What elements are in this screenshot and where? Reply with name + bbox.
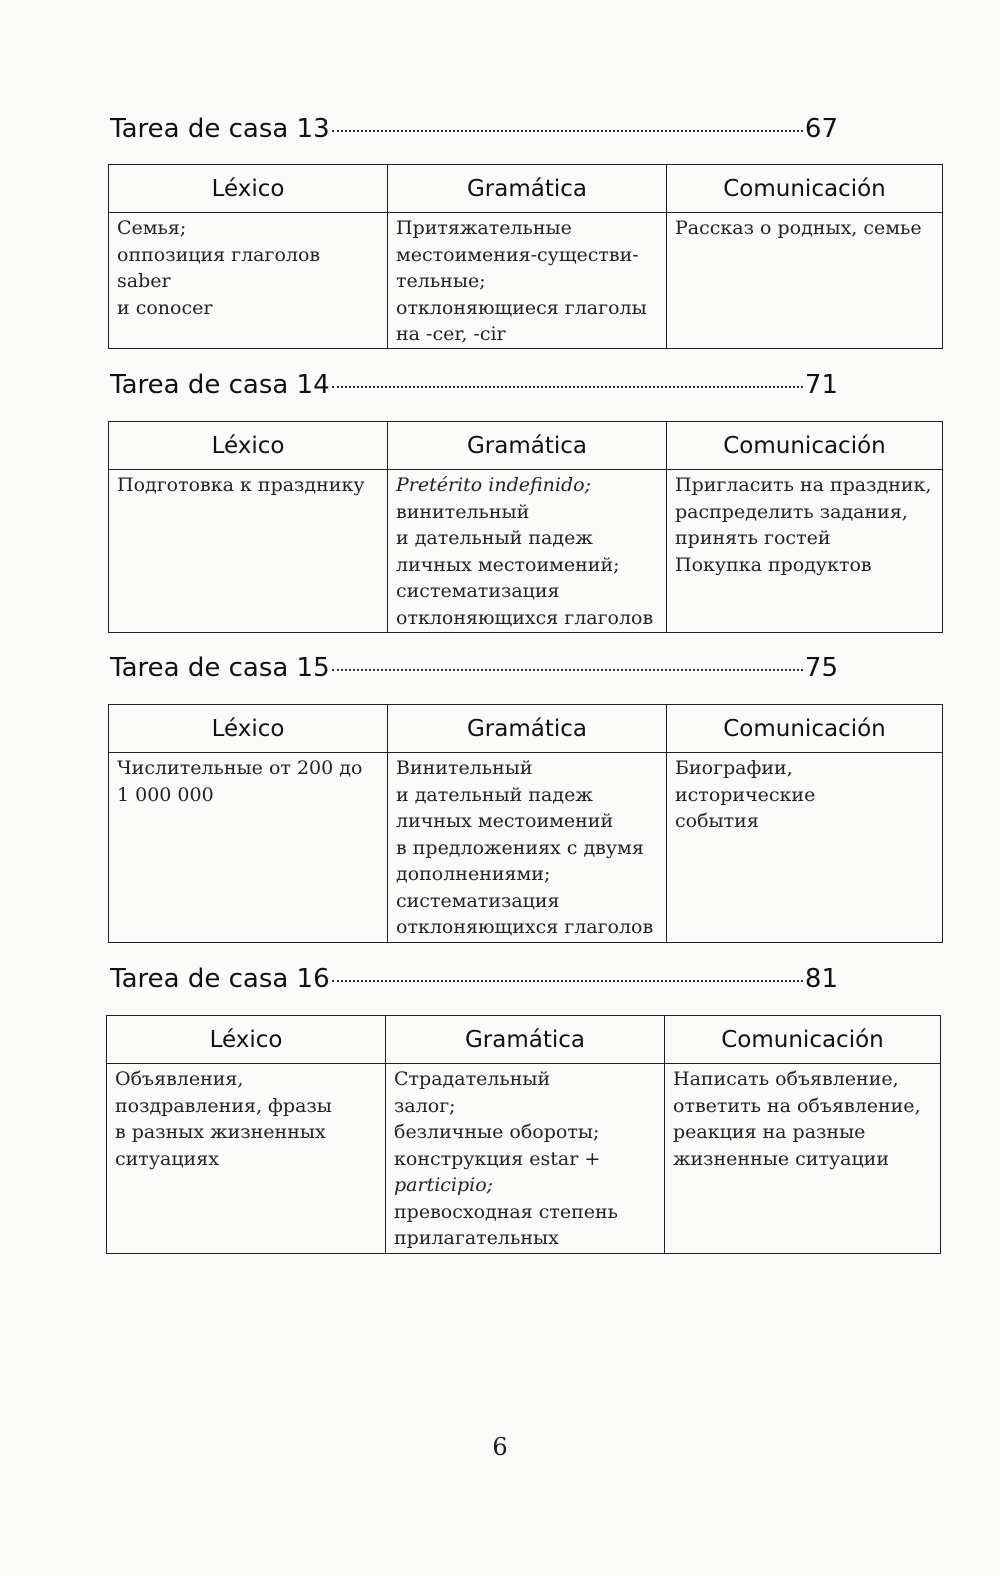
header-lexico: Léxico <box>109 422 388 470</box>
header-lexico: Léxico <box>109 165 388 213</box>
header-comunicacion: Comunicación <box>667 422 943 470</box>
header-lexico: Léxico <box>107 1016 386 1064</box>
section-title: Tarea de casa 16 <box>110 964 330 994</box>
cell-lexico: Объявления, поздравления, фразы в разных жизненных ситуациях <box>107 1064 386 1254</box>
page-number: 6 <box>492 1433 508 1461</box>
section-page: 75 <box>804 653 838 683</box>
dot-leader <box>332 669 803 671</box>
section-heading <box>110 114 838 144</box>
cell-gramatica: Страдательный залог; безличные обороты; конструкция estar + participio; превосходная степень прилагательных <box>386 1064 665 1254</box>
cell-lexico: Семья; оппозиция глаголов saber и conocer <box>109 213 388 349</box>
section-page: 81 <box>804 964 838 994</box>
cell-gramatica: Притяжательные местоимения-существи- тельные; отклоняющиеся глаголы на -cer, -cir <box>388 213 667 349</box>
header-lexico: Léxico <box>109 705 388 753</box>
section-title: Tarea de casa 15 <box>110 653 330 683</box>
cell-lexico: Подготовка к празднику <box>109 470 388 633</box>
cell-lexico: Числительные от 200 до 1 000 000 <box>109 753 388 943</box>
dot-leader <box>332 386 803 388</box>
header-comunicacion: Comunicación <box>667 165 943 213</box>
section-heading <box>110 370 838 400</box>
section-table <box>108 164 943 349</box>
header-gramatica: Gramática <box>388 705 667 753</box>
section-table <box>108 704 943 943</box>
cell-comunicacion: Рассказ о родных, семье <box>667 213 943 349</box>
header-gramatica: Gramática <box>388 165 667 213</box>
cell-gramatica: Pretérito indefinido; винительный и дательный падеж личных местоимений; систематизация отклоняющихся глаголов <box>388 470 667 633</box>
section-title: Tarea de casa 14 <box>110 370 330 400</box>
section-table <box>108 421 943 633</box>
header-comunicacion: Comunicación <box>667 705 943 753</box>
section-heading <box>110 653 838 683</box>
cell-comunicacion: Написать объявление, ответить на объявление, реакция на разные жизненные ситуации <box>665 1064 941 1254</box>
section-table <box>106 1015 941 1254</box>
header-gramatica: Gramática <box>388 422 667 470</box>
cell-comunicacion: Биографии, исторические события <box>667 753 943 943</box>
header-gramatica: Gramática <box>386 1016 665 1064</box>
header-comunicacion: Comunicación <box>665 1016 941 1064</box>
section-title: Tarea de casa 13 <box>110 114 330 144</box>
section-heading <box>110 964 838 994</box>
cell-gramatica: Винительный и дательный падеж личных местоимений в предложениях с двумя дополнениями; систематизация отклоняющихся глаголов <box>388 753 667 943</box>
dot-leader <box>332 980 803 982</box>
cell-comunicacion: Пригласить на праздник, распределить задания, принять гостей Покупка продуктов <box>667 470 943 633</box>
section-page: 67 <box>804 114 838 144</box>
dot-leader <box>332 130 803 132</box>
section-page: 71 <box>804 370 838 400</box>
